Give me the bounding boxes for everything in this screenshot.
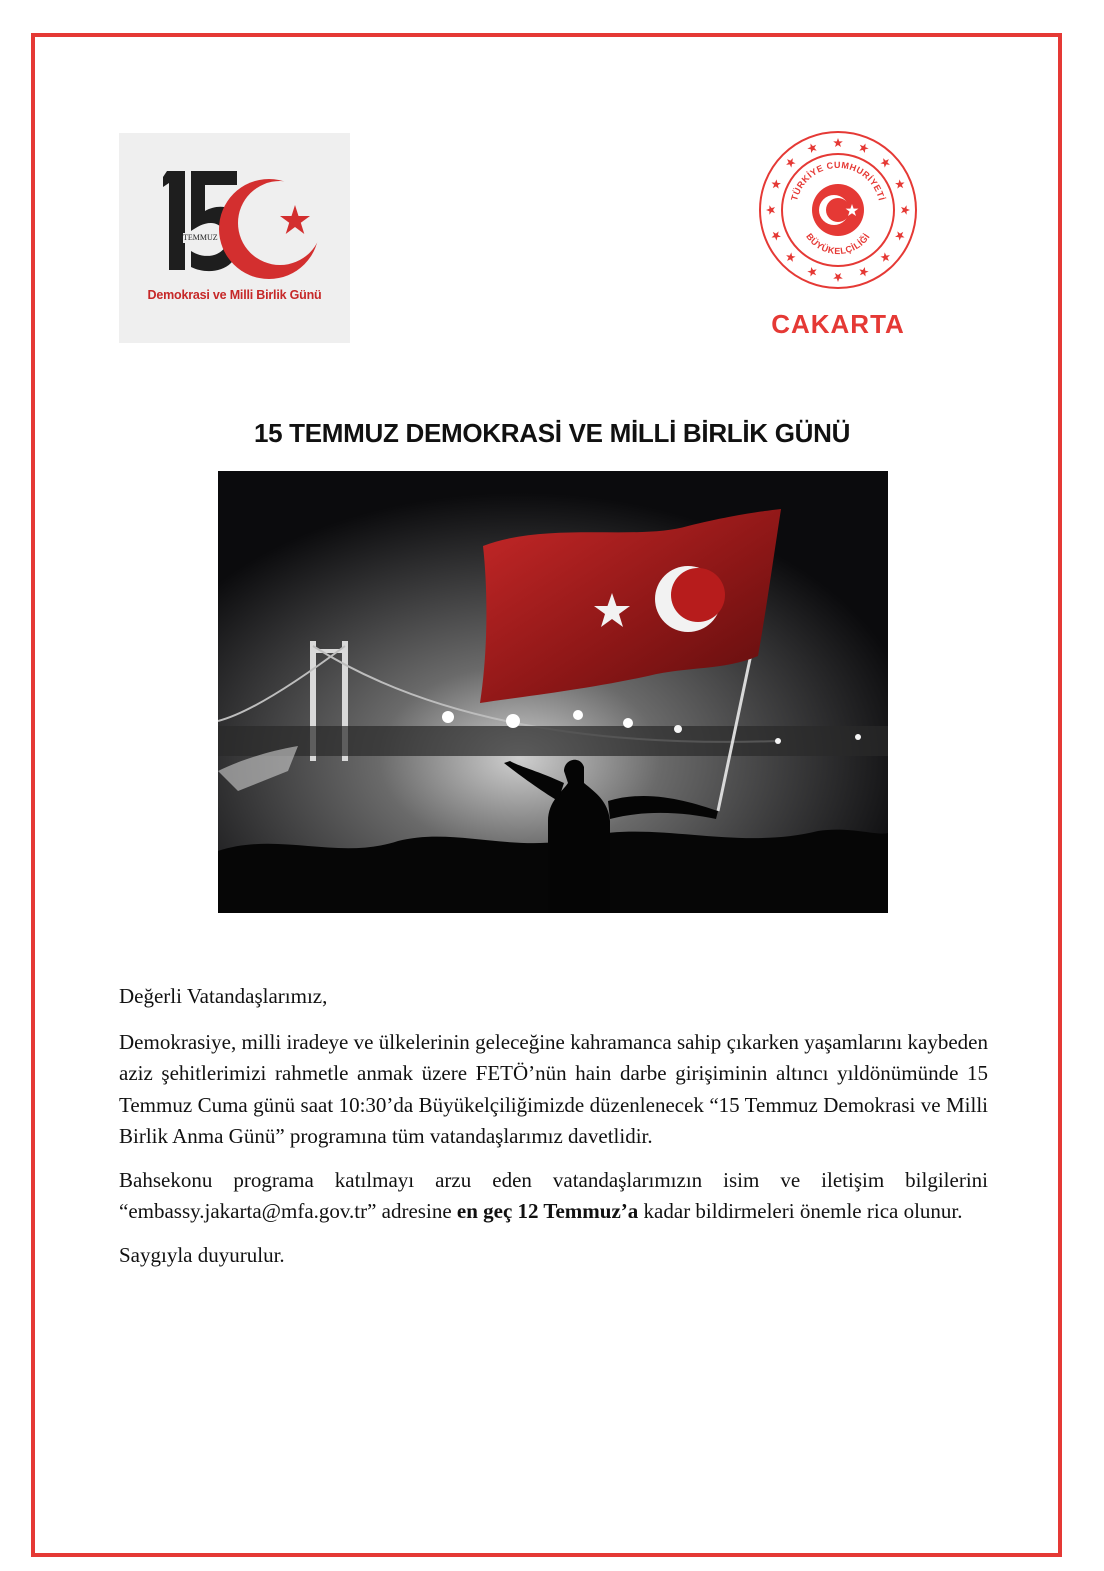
seal-ring-top: TÜRKİYE CUMHURİYETİ bbox=[789, 159, 887, 202]
letter-closing: Saygıyla duyurulur. bbox=[119, 1242, 285, 1267]
15-temmuz-logo-mark bbox=[119, 133, 350, 343]
paragraph-2-text: Bahsekonu programa katılmayı arzu eden vatandaşlarımızın isim ve iletişim bilgilerini “embassy.jakarta@mfa.gov.tr” adresine bbox=[119, 1167, 988, 1223]
letter-greeting: Değerli Vatandaşlarımız, bbox=[119, 984, 328, 1008]
deadline-emphasis: en geç 12 Temmuz’a bbox=[456, 1199, 639, 1223]
turkish-flag-photo-icon bbox=[218, 471, 888, 913]
temmuz-badge: TEMMUZ bbox=[183, 233, 218, 242]
seal-city: CAKARTA bbox=[771, 309, 905, 339]
page-title: 15 TEMMUZ DEMOKRASİ VE MİLLİ BİRLİK GÜNÜ bbox=[253, 418, 851, 448]
letter-paragraph-2 bbox=[119, 1165, 988, 1228]
paragraph-2-text-end: kadar bildirmeleri önemle rica olunur. bbox=[638, 1199, 963, 1223]
letter-body bbox=[119, 981, 988, 1283]
seal-ring-bottom: BÜYÜKELÇİLİĞİ bbox=[804, 231, 872, 257]
letter-paragraph-1: Demokrasiye, milli iradeye ve ülkelerinin geleceğine kahramanca sahip çıkarken yaşamlarını kaybeden aziz şehitlerimizi rahmetle anmak üzere FETÖ’nün hain darbe girişiminin altıncı yıldönümünde 15 Temmuz Cuma günü saat 10:30’da Büyükelçiliğimizde düzenlenecek “15 Temmuz Demokrasi ve Milli Birlik Anma Günü” programına tüm vatandaşlarımız davetlidir. bbox=[119, 1029, 988, 1148]
embassy-seal bbox=[748, 120, 928, 300]
15-temmuz-logo bbox=[119, 133, 350, 343]
logo-caption: Demokrasi ve Milli Birlik Günü bbox=[147, 288, 322, 302]
